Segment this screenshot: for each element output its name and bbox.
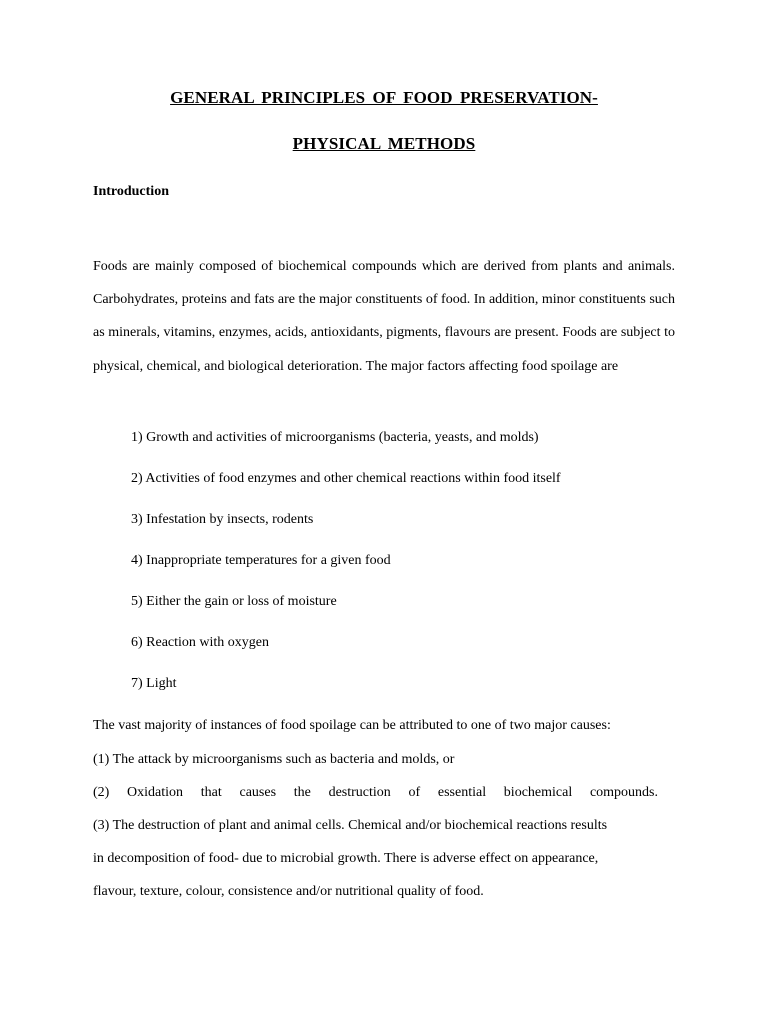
spoilage-factors-list: [131, 426, 561, 713]
title-line-1: GENERAL PRINCIPLES OF FOOD PRESERVATION-: [170, 88, 598, 107]
cause-1: (1) The attack by microorganisms such as bacteria and molds, or: [93, 752, 455, 767]
causes-intro: The vast majority of instances of food spoilage can be attributed to one of two major causes:: [93, 718, 611, 733]
list-item: 3) Infestation by insects, rodents: [131, 512, 314, 527]
cause-2: (2) Oxidation that causes the destruction of essential biochemical compounds.: [93, 785, 658, 800]
list-item: 7) Light: [131, 676, 177, 691]
list-item: 2) Activities of food enzymes and other chemical reactions within food itself: [131, 471, 561, 486]
cause-3-continued-2: flavour, texture, colour, consistence and/or nutritional quality of food.: [93, 884, 484, 899]
list-item: 5) Either the gain or loss of moisture: [131, 594, 337, 609]
list-item: 4) Inappropriate temperatures for a given food: [131, 553, 391, 568]
list-item: 6) Reaction with oxygen: [131, 635, 270, 650]
cause-3: (3) The destruction of plant and animal cells. Chemical and/or biochemical reactions results: [93, 818, 608, 833]
section-heading-introduction: Introduction: [93, 184, 169, 199]
intro-paragraph: Foods are mainly composed of biochemical compounds which are derived from plants and animals. Carbohydrates, proteins and fats are the major constituents of food. In addition, minor constituents such as minerals, vitamins, enzymes, acids, antioxidants, pigments, flavours are present. Foods are subject to physical, chemical, and biological deterioration. The major factors affecting food spoilage are: [93, 259, 675, 374]
cause-3-continued-1: in decomposition of food- due to microbial growth. There is adverse effect on appearance,: [93, 851, 599, 866]
list-item: 1) Growth and activities of microorganisms (bacteria, yeasts, and molds): [131, 430, 539, 445]
title-line-2: PHYSICAL METHODS: [292, 134, 476, 153]
